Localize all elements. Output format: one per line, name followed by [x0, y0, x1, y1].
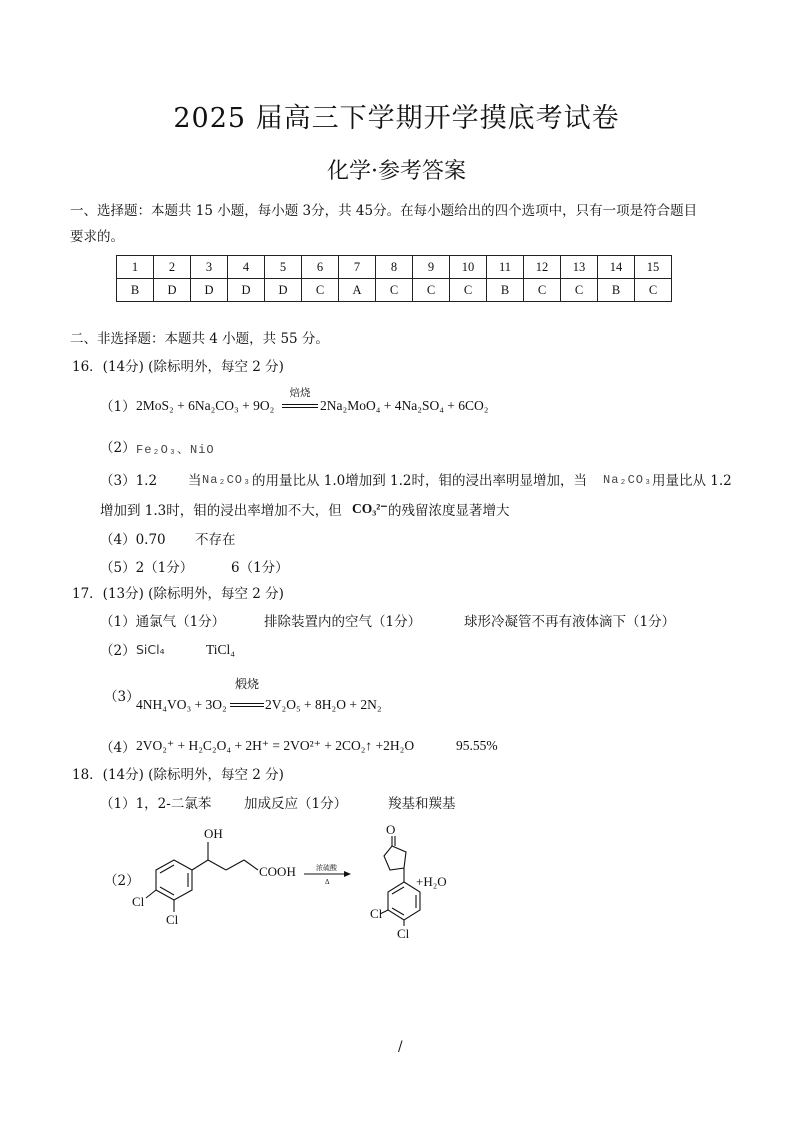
- q17-p2-a: SiCl₄: [136, 642, 165, 657]
- question-number: 10: [450, 256, 487, 279]
- q17-p1-c: 球形冷凝管不再有液体滴下（1分）: [464, 614, 676, 630]
- question-number: 13: [561, 256, 598, 279]
- q18-p1-b: 加成反应（1分）: [244, 796, 348, 812]
- page-number: /: [398, 1039, 403, 1055]
- reactant-oh-label: OH: [204, 826, 223, 841]
- arrow-reagent-label: 浓硫酸: [316, 864, 337, 872]
- question-number: 2: [154, 256, 191, 279]
- q16-p3-text-b: 的用量比从 1.0增加到 1.2时，钼的浸出率明显增加，当: [252, 473, 588, 489]
- q16-p4-answer: 不存在: [195, 532, 236, 548]
- answer-cell: D: [191, 279, 228, 302]
- q16-p3-formula-2: Na₂CO₃: [603, 473, 653, 487]
- q17-p2-label: （2）: [100, 643, 136, 659]
- q17-p4-label: （4）: [100, 740, 136, 756]
- q17-p3-equals-sign: [230, 703, 264, 707]
- reactant-cl-label: Cl: [132, 894, 145, 909]
- answer-cell: C: [635, 279, 672, 302]
- q17-p1-b: 排除装置内的空气（1分）: [264, 614, 422, 630]
- q16-p3-label: （3）1.2: [100, 473, 158, 489]
- q16-p3-line2-a: 增加到 1.3时，钼的浸出率增加不大，但: [100, 503, 342, 519]
- q16-p3-line2-b: 的残留浓度显著增大: [388, 503, 510, 519]
- reactant-benzene-ring: [156, 860, 192, 900]
- question-number: 9: [413, 256, 450, 279]
- q17-p3-rhs: 2V₂O₅ + 8H₂O + 2N₂: [265, 697, 382, 712]
- q16-p4-label: （4）0.70: [100, 532, 166, 548]
- page-title: 2025 届高三下学期开学摸底考试卷: [173, 103, 620, 134]
- answer-table-numbers-row: [117, 256, 672, 279]
- q16-p1-lhs: 2MoS₂ + 6Na₂CO₃ + 9O₂: [136, 398, 275, 413]
- answer-table: [116, 255, 672, 302]
- question-number: 6: [302, 256, 339, 279]
- q16-p5-answer: 6（1分）: [231, 560, 289, 576]
- product-cl-label: Cl: [370, 906, 383, 921]
- question-number: 15: [635, 256, 672, 279]
- q17-p3-label: （3）: [104, 689, 140, 705]
- section1-intro-line1: 一、选择题：本题共 15 小题，每小题 3分，共 45分。在每小题给出的四个选项中，只有一项是符合题目: [70, 203, 698, 219]
- section2-intro: 二、非选择题：本题共 4 小题，共 55 分。: [70, 331, 329, 347]
- section1-intro-line2: 要求的。: [70, 229, 124, 245]
- q16-header: 16．(14分) (除标明外，每空 2 分): [72, 359, 284, 375]
- answer-cell: C: [413, 279, 450, 302]
- answer-cell: D: [265, 279, 302, 302]
- question-number: 8: [376, 256, 413, 279]
- q16-p2-label: （2）: [100, 440, 136, 456]
- question-number: 4: [228, 256, 265, 279]
- q17-p4-equation: 2VO₂⁺ + H₂C₂O₄ + 2H⁺ = 2VO²⁺ + 2CO₂↑ +2H₂O: [136, 738, 415, 753]
- reactant-chain-bond: [208, 860, 226, 870]
- q16-p3-formula-1: Na₂CO₃: [202, 473, 252, 487]
- answer-cell: D: [154, 279, 191, 302]
- q16-p1-rhs: 2Na₂MoO₄ + 4Na₂SO₄ + 6CO₂: [320, 398, 489, 413]
- q18-p1-a: （1）1，2-二氯苯: [100, 796, 212, 812]
- q16-p3-text-a: 当: [188, 473, 202, 489]
- question-number: 3: [191, 256, 228, 279]
- question-number: 1: [117, 256, 154, 279]
- q16-p1-condition: 焙烧: [289, 387, 311, 399]
- product-structure: [380, 836, 420, 926]
- q16-p3-text-c: 用量比从 1.2: [652, 473, 732, 489]
- reactant-cl-bond: [146, 890, 156, 898]
- answer-cell: C: [376, 279, 413, 302]
- question-number: 7: [339, 256, 376, 279]
- answer-cell: B: [117, 279, 154, 302]
- question-number: 14: [598, 256, 635, 279]
- answer-cell: D: [228, 279, 265, 302]
- q16-p3-ion: CO₃²⁻: [352, 501, 388, 516]
- answer-cell: C: [450, 279, 487, 302]
- reactant-cooh-label: COOH: [259, 864, 296, 879]
- arrow-heat-label: Δ: [325, 878, 330, 886]
- plus-water-label: +H₂O: [416, 874, 447, 889]
- product-carbonyl-o-label: O: [386, 822, 396, 837]
- answer-cell: A: [339, 279, 376, 302]
- q16-p2-answer: Fe₂O₃、NiO: [136, 443, 215, 457]
- q17-header: 17．(13分) (除标明外，每空 2 分): [72, 586, 284, 602]
- product-cl-label: Cl: [397, 926, 410, 941]
- q16-p1-equals-sign: [282, 404, 318, 408]
- q18-header: 18．(14分) (除标明外，每空 2 分): [72, 767, 284, 783]
- q18-p2-label: （2）: [104, 873, 140, 889]
- page-subtitle: 化学·参考答案: [327, 159, 466, 184]
- answer-cell: B: [487, 279, 524, 302]
- q17-p3-condition: 煅烧: [234, 677, 259, 691]
- q17-p1-a: （1）通氯气（1分）: [100, 614, 226, 630]
- q17-p4-percent: 95.55%: [456, 738, 498, 753]
- answer-cell: C: [561, 279, 598, 302]
- reactant-chain-bond: [226, 860, 244, 870]
- reactant-chain-bond: [192, 860, 208, 870]
- q18-reaction-scheme: [130, 822, 470, 942]
- answer-cell: C: [524, 279, 561, 302]
- q17-p2-b: TiCl₄: [206, 642, 235, 657]
- answer-cell: B: [598, 279, 635, 302]
- question-number: 11: [487, 256, 524, 279]
- reactant-structure: [146, 842, 258, 912]
- q18-p1-c: 羧基和羰基: [388, 796, 456, 812]
- product-lactone-ring: [384, 846, 406, 870]
- question-number: 12: [524, 256, 561, 279]
- q16-p1-label: （1）: [100, 399, 136, 415]
- q16-p5-label: （5）2（1分）: [100, 560, 194, 576]
- question-number: 5: [265, 256, 302, 279]
- q17-p3-lhs: 4NH₄VO₃ + 3O₂: [136, 697, 227, 712]
- answer-cell: C: [302, 279, 339, 302]
- answer-table-answers-row: [117, 279, 672, 302]
- reactant-cl-label: Cl: [166, 912, 179, 927]
- reactant-chain-bond: [244, 860, 258, 870]
